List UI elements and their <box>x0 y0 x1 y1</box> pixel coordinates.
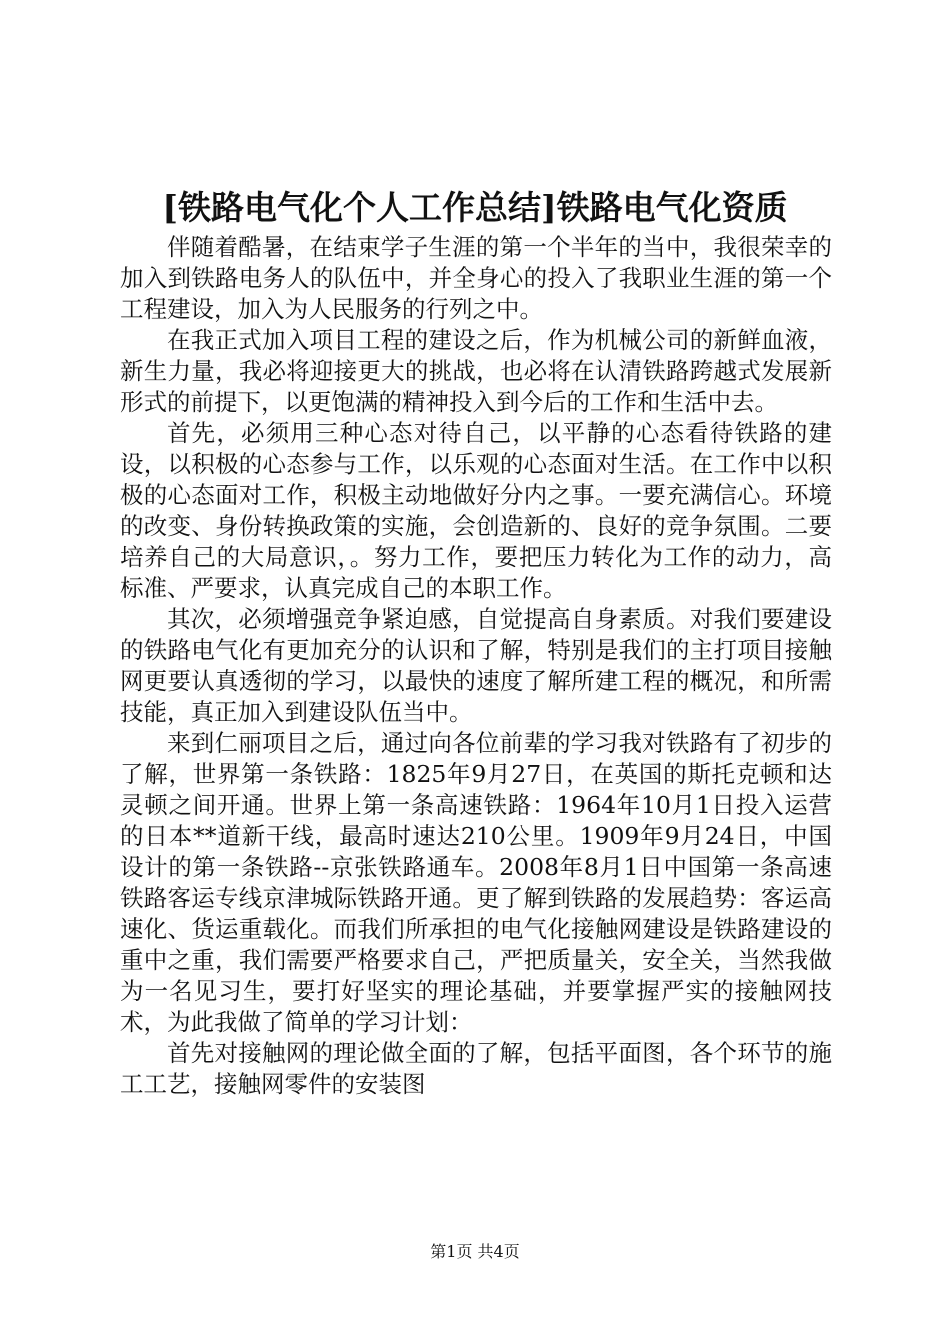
paragraph-6: 首先对接触网的理论做全面的了解，包括平面图，各个环节的施工工艺，接触网零件的安装图 <box>120 1039 832 1098</box>
paragraph-2: 在我正式加入项目工程的建设之后，作为机械公司的新鲜血液，新生力量，我必将迎接更大的挑战，也必将在认清铁路跨越式发展新形式的前提下，以更饱满的精神投入到今后的工作和生活中去。 <box>120 326 832 416</box>
document-body <box>120 232 832 1100</box>
paragraph-1: 伴随着酷暑，在结束学子生涯的第一个半年的当中，我很荣幸的加入到铁路电务人的队伍中，并全身心的投入了我职业生涯的第一个工程建设，加入为人民服务的行列之中。 <box>120 233 832 323</box>
paragraph-4: 其次，必须增强竞争紧迫感，自觉提高自身素质。对我们要建设的铁路电气化有更加充分的认识和了解，特别是我们的主打项目接触网更要认真透彻的学习，以最快的速度了解所建工程的概况，和所需技能，真正加入到建设队伍当中。 <box>120 605 832 726</box>
paragraph-3: 首先，必须用三种心态对待自己，以平静的心态看待铁路的建设，以积极的心态参与工作，以乐观的心态面对生活。在工作中以积极的心态面对工作，积极主动地做好分内之事。一要充满信心。环境的改变、身份转换政策的实施，会创造新的、良好的竞争氛围。二要培养自己的大局意识，。努力工作，要把压力转化为工作的动力，高标准、严要求，认真完成自己的本职工作。 <box>120 419 832 602</box>
paragraph-5: 来到仁丽项目之后，通过向各位前辈的学习我对铁路有了初步的了解，世界第一条铁路：1825年9月27日，在英国的斯托克顿和达灵顿之间开通。世界上第一条高速铁路：1964年10月1日投入运营的日本**道新干线，最高时速达210公里。1909年9月24日，中国设计的第一条铁路--京张铁路通车。2008年8月1日中国第一条高速铁路客运专线京津城际铁路开通。更了解到铁路的发展趋势：客运高速化、货运重载化。而我们所承担的电气化接触网建设是铁路建设的重中之重，我们需要严格要求自己，严把质量关，安全关，当然我做为一名见习生，要打好坚实的理论基础，并要掌握严实的接触网技术，为此我做了简单的学习计划： <box>120 729 832 1036</box>
document-title: [铁路电气化个人工作总结]铁路电气化资质 <box>162 188 788 227</box>
page-footer: 第1页 共4页 <box>430 1242 520 1261</box>
